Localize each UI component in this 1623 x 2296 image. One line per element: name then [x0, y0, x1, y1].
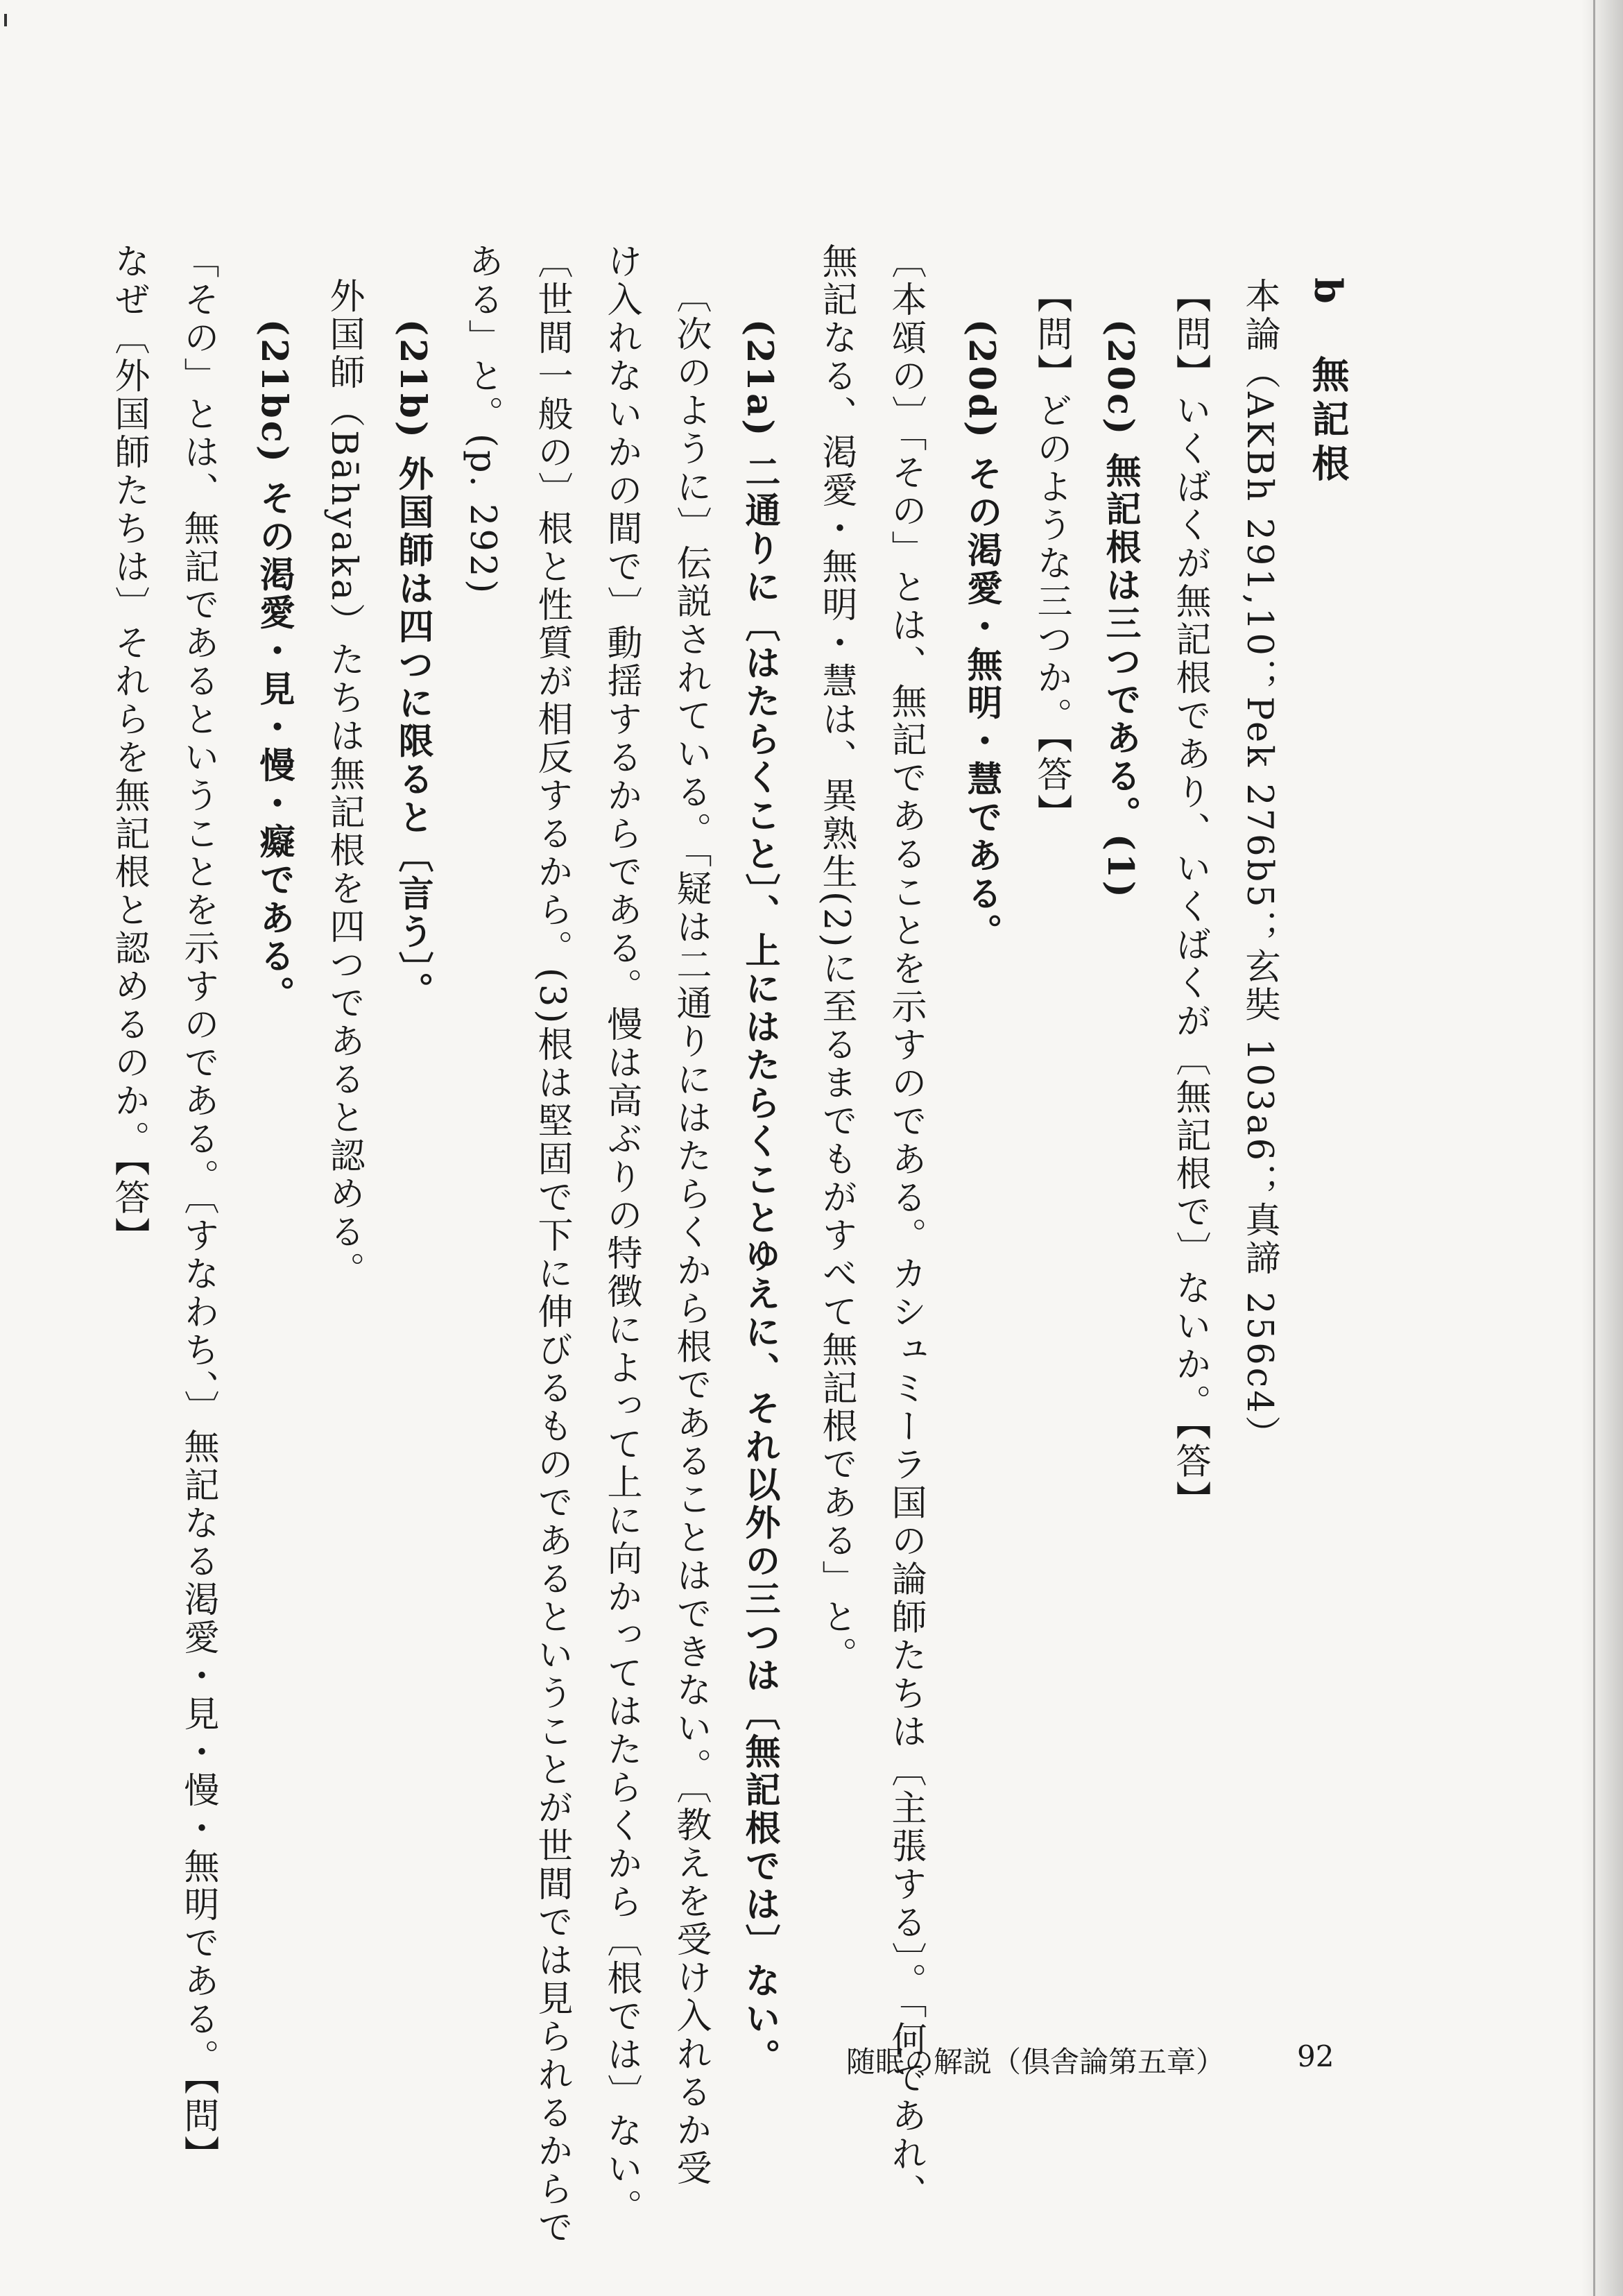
text-line: 「その」とは、無記であるということを示すのである。〔すなわち、〕無記なる渇愛・見・慢・無明である。【問】 [178, 243, 218, 2174]
page-edge-shadow [1581, 0, 1623, 2296]
running-title: 随眠の解説（倶舎論第五章） [846, 2045, 1226, 2079]
verse-line: (21a) 二通りに〔はたらくこと〕、上にはたらくことゆえに、それ以外の三つは〔無記根では〕ない。 [739, 319, 780, 2077]
verse-line: (21bc) その渇愛・見・慢・癡である。 [253, 319, 295, 1014]
text-line: 【問】いくばくが無記根であり、いくばくが〔無記根で〕ないか。【答】 [1169, 277, 1210, 1519]
text-line: 【問】どのような三つか。【答】 [1031, 277, 1072, 832]
verse-line: (20c) 無記根は三つである。(1) [1099, 319, 1141, 900]
text-line: 〔次のように〕伝説されている。「疑は二通りにはたらくから根であることはできない。〔教えを受け入れるか受 [670, 277, 711, 2188]
text-line: 〔本頌の〕「その」とは、無記であることを示すのである。カシュミーラ国の論師たちは〔主張する〕。「何であれ、 [885, 243, 926, 2212]
text-line: け入れないかの間で〕動揺するからである。慢は高ぶりの特徴によって上に向かってはたらくから〔根では〕ない。 [601, 243, 642, 2227]
text-line: 〔世間一般の〕根と性質が相反するから。(3)根は堅固で下に伸びるものであるということが世間では見られるからで [531, 243, 572, 2247]
section-heading: b 無記根 [1306, 277, 1350, 488]
text-line: なぜ〔外国師たちは〕それらを無記根と認めるのか。【答】 [108, 243, 149, 1256]
text-line: 無記なる、渇愛・無明・慧は、異熟生(2)に至るまでもがすべて無記根である」と。 [816, 243, 857, 1675]
text-line: ある」と。(p. 292) [462, 243, 503, 597]
page-number: 92 [1297, 2039, 1334, 2073]
verse-line: (20d) その渇愛・無明・慧である。 [961, 319, 1002, 952]
text-line: 本論（AKBh 291,10；Pek 276b5；玄奘 103a6；真諦 256c4） [1239, 277, 1280, 1454]
text-line: 外国師（Bāhyaka）たちは無記根を四つであると認める。 [323, 277, 364, 1290]
scan-mark [4, 14, 7, 26]
page-edge-line [1593, 0, 1595, 2296]
verse-line: (21b) 外国師は四つに限ると〔言う〕。 [392, 319, 433, 1011]
